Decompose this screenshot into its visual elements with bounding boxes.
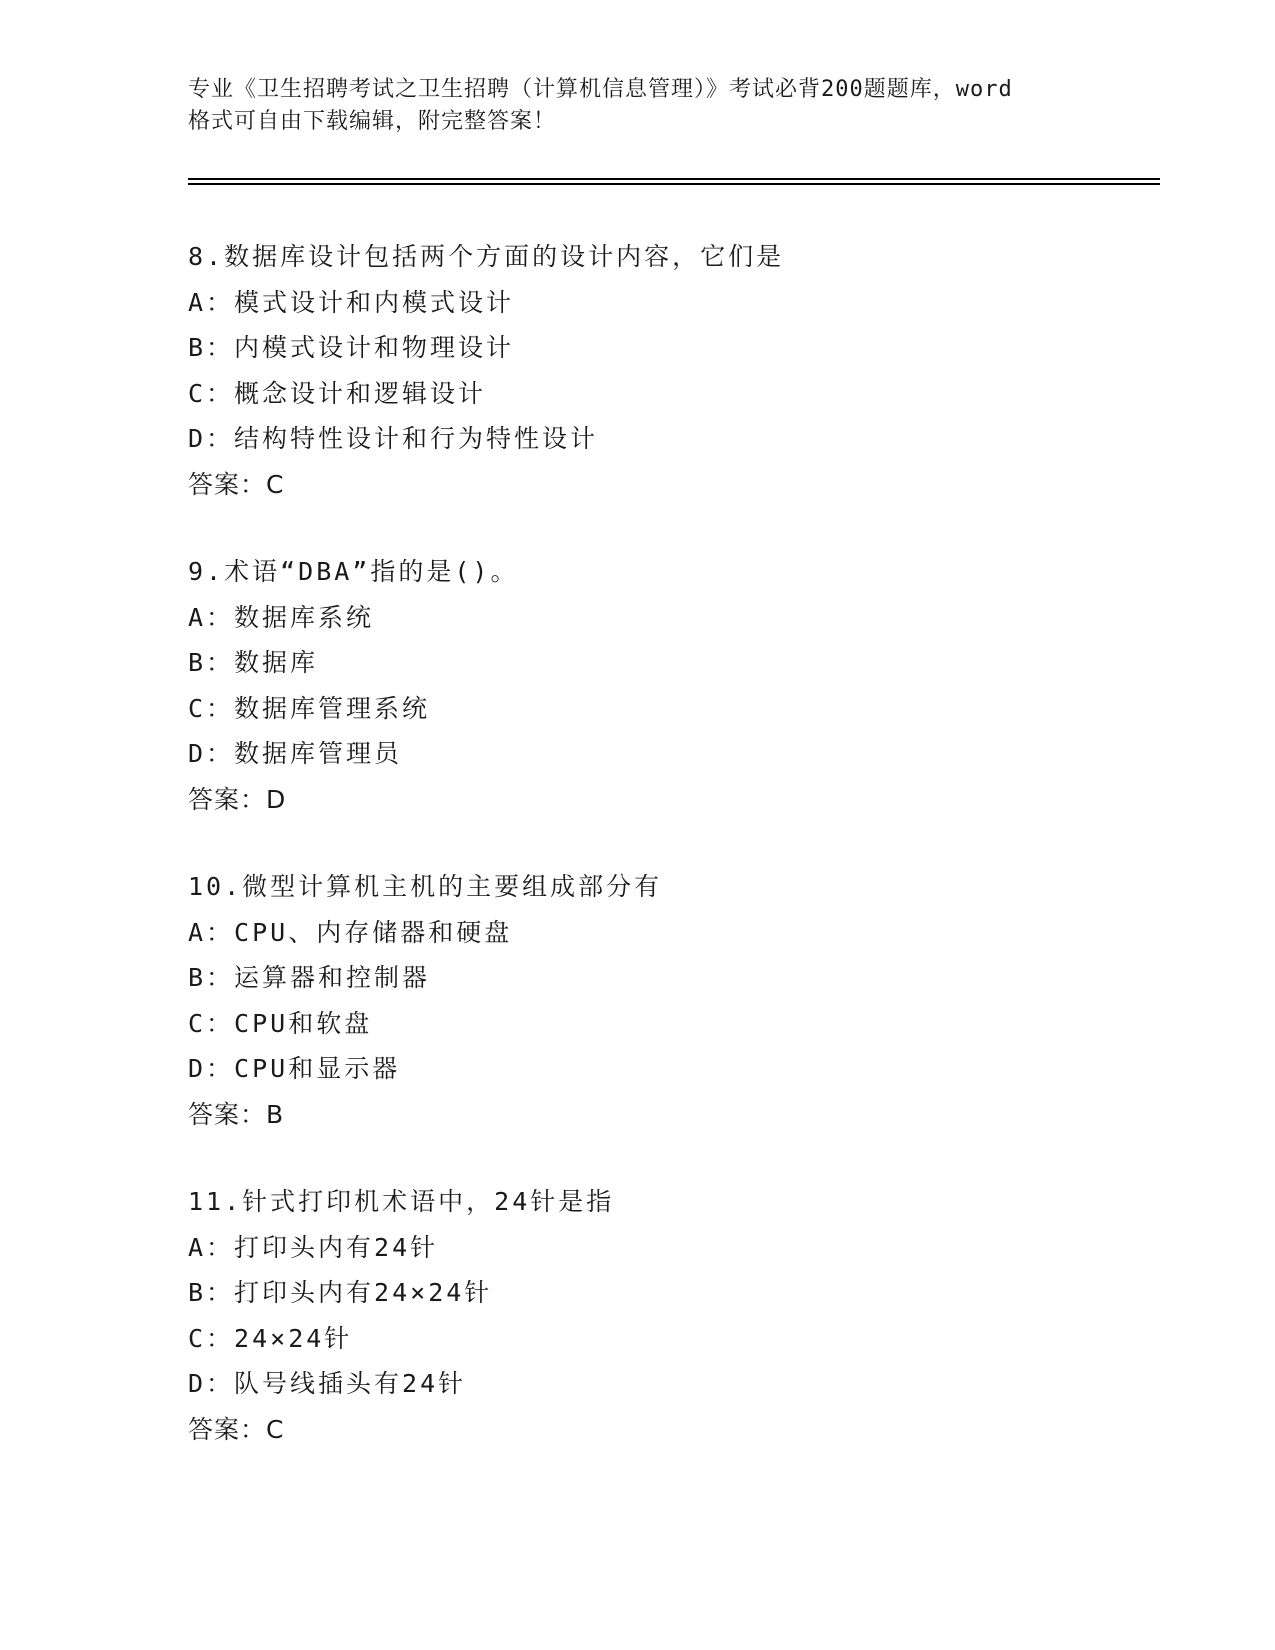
- option-a: A：模式设计和内模式设计: [188, 287, 515, 317]
- header-divider-top: [188, 178, 1160, 180]
- question-item: [188, 234, 1148, 507]
- option-d: D：结构特性设计和行为特性设计: [188, 424, 599, 453]
- option-a: A：打印头内有24针: [188, 1232, 439, 1262]
- option-c: C：24×24针: [188, 1323, 353, 1353]
- option-c: C：数据库管理系统: [188, 693, 431, 723]
- answer-line: 答案：C: [188, 469, 285, 499]
- question-item: [188, 549, 1148, 822]
- option-b: B：数据库: [188, 648, 319, 677]
- question-stem: 9.术语“DBA”指的是()。: [188, 557, 519, 586]
- option-c: C：概念设计和逻辑设计: [188, 378, 487, 408]
- option-b: B：运算器和控制器: [188, 963, 431, 992]
- header-line-2: 格式可自由下载编辑，附完整答案！: [188, 109, 557, 134]
- option-a: A：CPU、内存储器和硬盘: [188, 917, 513, 947]
- question-list: [188, 234, 1148, 1494]
- question-item: [188, 864, 1148, 1137]
- option-a: A：数据库系统: [188, 602, 375, 632]
- option-d: D：队号线插头有24针: [188, 1369, 467, 1398]
- header-divider-bottom: [188, 183, 1160, 185]
- question-stem: 11.针式打印机术语中，24针是指: [188, 1187, 615, 1216]
- option-b: B：打印头内有24×24针: [188, 1278, 493, 1307]
- option-b: B：内模式设计和物理设计: [188, 333, 515, 362]
- document-header: [188, 74, 1088, 138]
- option-d: D：数据库管理员: [188, 739, 403, 768]
- answer-line: 答案：B: [188, 1099, 285, 1129]
- option-d: D：CPU和显示器: [188, 1054, 401, 1083]
- question-stem: 10.微型计算机主机的主要组成部分有: [188, 872, 663, 901]
- question-stem: 8.数据库设计包括两个方面的设计内容，它们是: [188, 242, 785, 271]
- option-c: C：CPU和软盘: [188, 1008, 373, 1038]
- answer-line: 答案：D: [188, 784, 287, 814]
- answer-line: 答案：C: [188, 1414, 285, 1444]
- question-item: [188, 1179, 1148, 1452]
- header-line-1: 专业《卫生招聘考试之卫生招聘（计算机信息管理）》考试必背200题题库，word: [188, 77, 1013, 102]
